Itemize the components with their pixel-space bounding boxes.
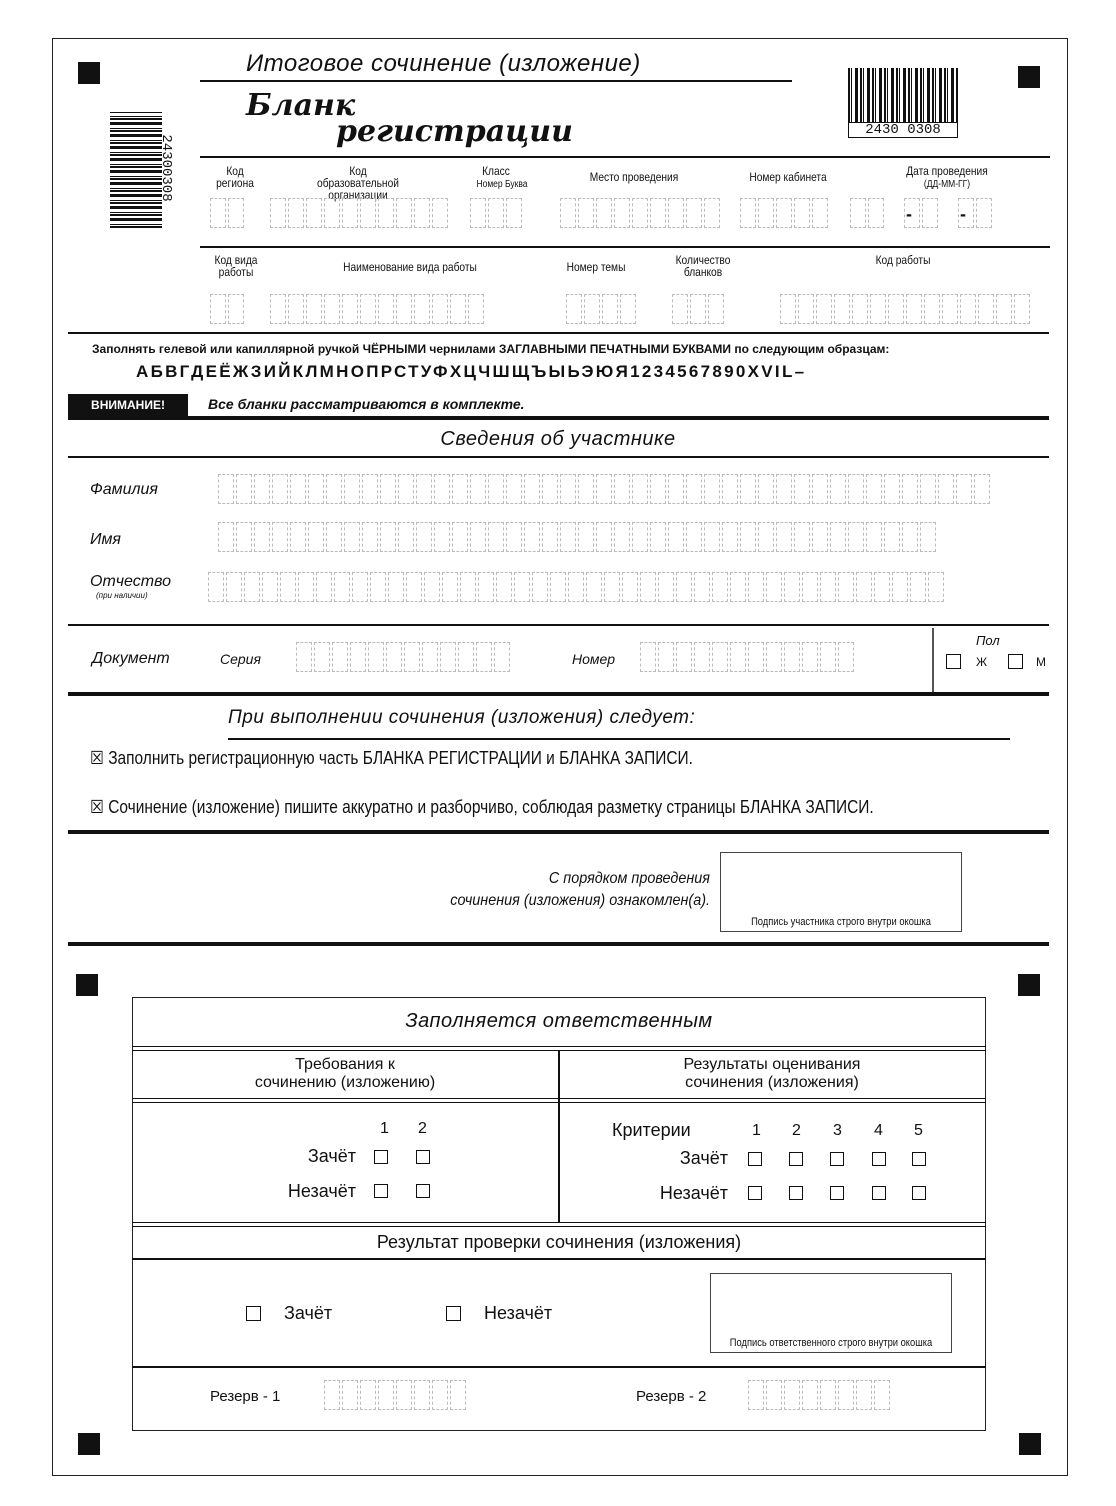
criterion-1-fail-checkbox[interactable] (748, 1186, 762, 1200)
topic-number-cells[interactable] (566, 294, 638, 324)
result-title: Результат проверки сочинения (изложения) (376, 1232, 742, 1252)
criterion-5: 5 (914, 1122, 923, 1139)
requirements-title-line2: сочинению (изложению) (254, 1074, 436, 1091)
gender-female-label: Ж (976, 655, 988, 669)
region-code-label: Код региона (216, 164, 254, 190)
req-pass-label: Зачёт (307, 1146, 356, 1166)
criterion-5-pass-checkbox[interactable] (912, 1152, 926, 1166)
req-2-pass-checkbox[interactable] (416, 1150, 430, 1164)
criterion-3-pass-checkbox[interactable] (830, 1152, 844, 1166)
criterion-2-pass-checkbox[interactable] (789, 1152, 803, 1166)
blanks-count-cells[interactable] (672, 294, 726, 324)
rule-check-icon: ☒ (90, 797, 104, 817)
org-code-cells[interactable] (270, 198, 450, 228)
org-code-label: Код образовательной организации (317, 164, 399, 202)
work-type-code-label: Код вида работы (214, 253, 258, 279)
rule-item (90, 797, 874, 818)
name-label: Имя (90, 531, 121, 548)
fill-rule-text: Заполнять гелевой или капиллярной ручкой ЧЁРНЫМИ чернилами ЗАГЛАВНЫМИ ПЕЧАТНЫМИ БУКВАМИ по следующим образцам: (92, 342, 890, 356)
gender-male-label: М (1036, 655, 1046, 669)
attention-text: Все бланки рассматриваются в комплекте. (208, 396, 525, 412)
patronymic-label: Отчество (90, 573, 171, 590)
participant-signature-hint: Подпись участника строго внутри окошка (751, 916, 931, 928)
work-type-code-cells[interactable] (210, 294, 246, 324)
result-pass-checkbox[interactable] (246, 1306, 261, 1321)
requirements-title-line1: Требования к (295, 1056, 395, 1073)
number-label: Номер (572, 651, 616, 667)
class-cells[interactable] (470, 198, 524, 228)
top-barcode (848, 68, 958, 124)
alignment-marker (1018, 974, 1040, 996)
alignment-marker (78, 62, 100, 84)
criterion-4-fail-checkbox[interactable] (872, 1186, 886, 1200)
criterion-4-pass-checkbox[interactable] (872, 1152, 886, 1166)
reserve-1-cells[interactable] (324, 1380, 468, 1410)
result-fail-label: Незачёт (484, 1303, 553, 1323)
topic-number-label: Номер темы (566, 260, 626, 274)
date-label: Дата проведения (906, 164, 988, 178)
alignment-marker (76, 974, 98, 996)
blanks-count-label: Количество бланков (675, 253, 731, 279)
criterion-3: 3 (833, 1122, 842, 1139)
date-cells[interactable] (850, 198, 994, 228)
req-2-fail-checkbox[interactable] (416, 1184, 430, 1198)
date-separator: - (960, 204, 966, 224)
result-pass-label: Зачёт (284, 1303, 333, 1323)
series-cells[interactable] (296, 642, 512, 672)
alignment-marker (1018, 66, 1040, 88)
reserve-2-cells[interactable] (748, 1380, 892, 1410)
criterion-2: 2 (792, 1122, 801, 1139)
attention-badge: ВНИМАНИЕ! (68, 394, 188, 416)
req-1-pass-checkbox[interactable] (374, 1150, 388, 1164)
name-cells[interactable] (218, 522, 938, 552)
venue-label: Место проведения (589, 170, 679, 184)
responsible-signature-box[interactable] (710, 1273, 952, 1353)
class-sub-label: Номер Буква (476, 179, 528, 190)
alphabet-sample: АБВГДЕЁЖЗИЙКЛМНОПРСТУФХЦЧШЩЪЫЬЭЮЯ1234567890XVIL– (136, 362, 807, 381)
responsible-signature-hint: Подпись ответственного строго внутри окошка (729, 1337, 933, 1349)
criterion-1-pass-checkbox[interactable] (748, 1152, 762, 1166)
region-code-cells[interactable] (210, 198, 246, 228)
gender-label: Пол (976, 633, 1000, 648)
reserve-2-label: Резерв - 2 (636, 1388, 707, 1405)
gender-male-checkbox[interactable] (1008, 654, 1023, 669)
req-1-fail-checkbox[interactable] (374, 1184, 388, 1198)
patronymic-note: (при наличии) (96, 591, 148, 600)
surname-cells[interactable] (218, 474, 992, 504)
ack-line1: С порядком проведения (548, 870, 710, 887)
result-fail-checkbox[interactable] (446, 1306, 461, 1321)
series-label: Серия (220, 651, 261, 667)
form-title: Итоговое сочинение (изложение) (246, 50, 641, 77)
criteria-label: Критерии (612, 1120, 691, 1140)
criterion-1: 1 (752, 1122, 761, 1139)
top-barcode-number: 2430 0308 (848, 122, 958, 138)
results-title (558, 1056, 986, 1092)
requirements-title (132, 1056, 558, 1092)
ack-line2: сочинения (изложения) ознакомлен(а). (450, 892, 710, 909)
date-format-label: (ДД-ММ-ГГ) (923, 179, 971, 190)
blank-title-line2: регистрации (336, 114, 573, 149)
criteria-pass-label: Зачёт (679, 1148, 728, 1168)
alignment-marker (78, 1433, 100, 1455)
number-cells[interactable] (640, 642, 856, 672)
results-title-line2: сочинения (изложения) (685, 1074, 859, 1091)
responsible-title: Заполняется ответственным (405, 1010, 713, 1032)
side-barcode-number: 24300308 (158, 134, 174, 202)
criterion-3-fail-checkbox[interactable] (830, 1186, 844, 1200)
criterion-2-fail-checkbox[interactable] (789, 1186, 803, 1200)
work-code-label: Код работы (875, 253, 931, 267)
date-separator: - (906, 204, 912, 224)
criteria-fail-label: Незачёт (659, 1183, 728, 1203)
rule-text: Заполнить регистрационную часть БЛАНКА РЕГИСТРАЦИИ и БЛАНКА ЗАПИСИ. (108, 748, 693, 768)
surname-label: Фамилия (90, 481, 158, 498)
class-label: Класс (482, 164, 510, 178)
room-cells[interactable] (740, 198, 830, 228)
work-type-name-label: Наименование вида работы (343, 260, 477, 274)
rules-title: При выполнении сочинения (изложения) следует: (228, 707, 696, 728)
participant-section-title: Сведения об участнике (440, 428, 676, 450)
patronymic-cells[interactable] (208, 572, 946, 602)
blank-title-line1: Бланк (246, 88, 356, 123)
req-fail-label: Незачёт (287, 1181, 356, 1201)
work-code-cells[interactable] (780, 294, 1032, 324)
rule-check-icon: ☒ (90, 748, 104, 768)
results-title-line1: Результаты оценивания (683, 1056, 861, 1073)
participant-signature-box[interactable] (720, 852, 962, 932)
room-label: Номер кабинета (749, 170, 827, 184)
document-label: Документ (92, 650, 170, 667)
reserve-1-label: Резерв - 1 (210, 1388, 281, 1405)
alignment-marker (1019, 1433, 1041, 1455)
req-col-1: 1 (380, 1120, 389, 1137)
work-type-name-cells[interactable] (270, 294, 486, 324)
venue-cells[interactable] (560, 198, 722, 228)
gender-female-checkbox[interactable] (946, 654, 961, 669)
req-col-2: 2 (418, 1120, 427, 1137)
rule-item (90, 748, 693, 769)
rule-text: Сочинение (изложение) пишите аккуратно и разборчиво, соблюдая разметку страницы БЛАНКА ЗАПИСИ. (108, 797, 874, 817)
criterion-4: 4 (874, 1122, 883, 1139)
criterion-5-fail-checkbox[interactable] (912, 1186, 926, 1200)
